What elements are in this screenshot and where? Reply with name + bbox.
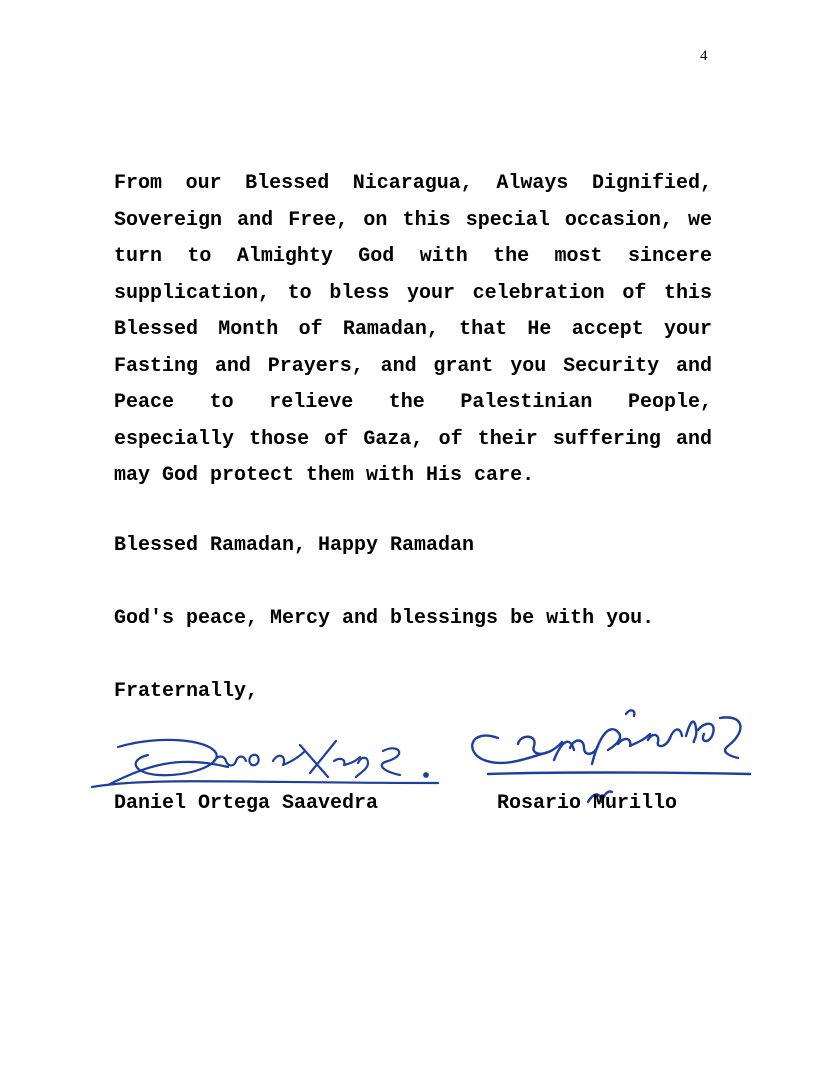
blessing-line: God's peace, Mercy and blessings be with you.: [114, 607, 655, 630]
sign-off: Fraternally,: [114, 680, 259, 703]
signatory-name-left: Daniel Ortega Saavedra: [114, 792, 379, 815]
letter-body-paragraph: From our Blessed Nicaragua, Always Dignified, Sovereign and Free, on this special occasion, we turn to Almighty God with the most sincere supplication, to bless your celebration of this Blessed Month of Ramadan, that He accept your Fasting and Prayers, and grant you Security and Peace to relieve the Palestinian People, especially those of Gaza, of their suffering and may God protect them with His care.: [114, 172, 712, 487]
page-number: 4: [700, 48, 708, 64]
closing-line: Blessed Ramadan, Happy Ramadan: [114, 534, 475, 557]
signatory-name-right: Rosario Murillo: [497, 792, 678, 815]
